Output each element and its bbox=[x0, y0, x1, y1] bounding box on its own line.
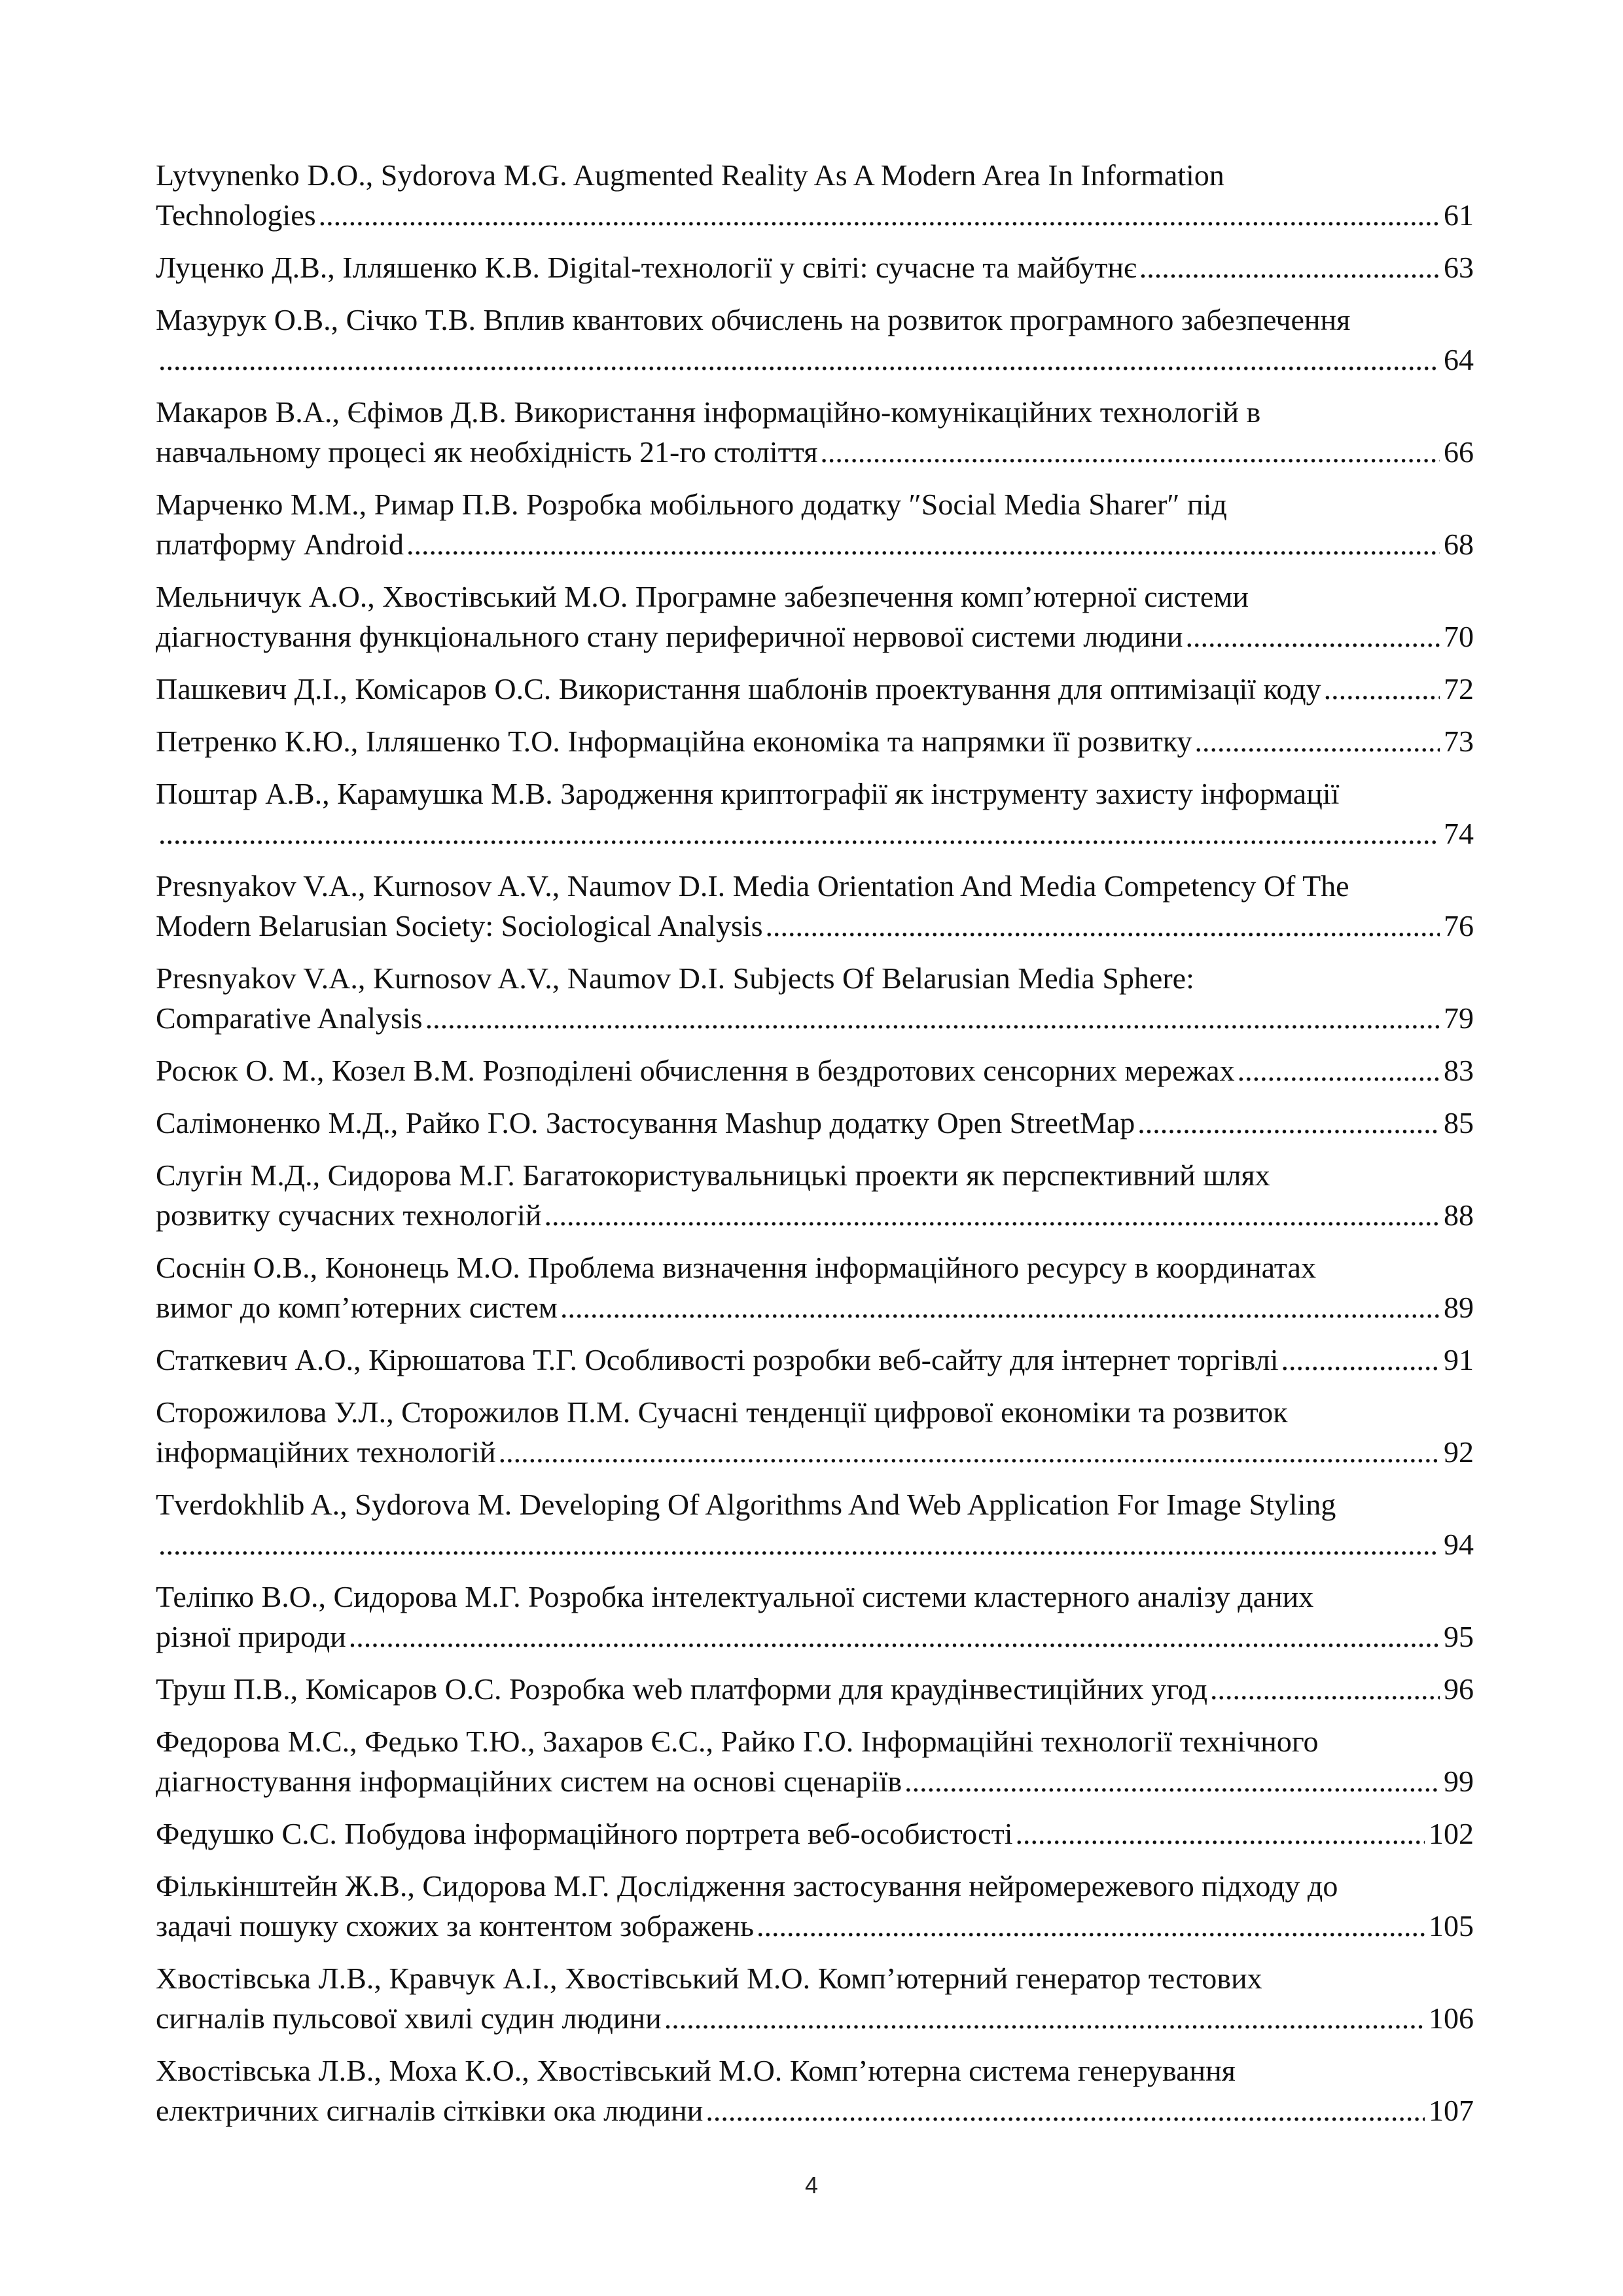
dot-leader bbox=[349, 1617, 1440, 1657]
toc-entry bbox=[156, 774, 1474, 853]
toc-page-number: 70 bbox=[1444, 620, 1474, 653]
toc-entry-text: Сторожилова У.Л., Сторожилов П.М. Сучасні тенденції цифрової економіки та розвиток bbox=[156, 1395, 1288, 1429]
dot-leader bbox=[1324, 669, 1440, 709]
toc-page-number: 88 bbox=[1444, 1198, 1474, 1232]
dot-leader bbox=[1137, 1103, 1440, 1143]
toc-entry-text: Хвостівська Л.В., Моха К.О., Хвостівський М.О. Комп’ютерна система генерування bbox=[156, 2054, 1236, 2087]
toc-entry bbox=[156, 669, 1474, 709]
toc-entry-text: Луценко Д.В., Ілляшенко К.В. Digital-технології у світі: сучасне та майбутнє bbox=[156, 251, 1137, 284]
toc-page-number: 102 bbox=[1429, 1817, 1474, 1850]
toc-entry bbox=[156, 1155, 1474, 1235]
dot-leader bbox=[544, 1195, 1440, 1235]
toc-entry bbox=[156, 392, 1474, 472]
toc-page-number: 99 bbox=[1444, 1765, 1474, 1798]
toc-entry-text: Салімоненко М.Д., Райко Г.О. Застосування Mashup додатку Open StreetMap bbox=[156, 1106, 1135, 1139]
toc-page-number: 76 bbox=[1444, 909, 1474, 942]
toc-entry-text: різної природи bbox=[156, 1620, 346, 1653]
toc-entry-text: вимог до комп’ютерних систем bbox=[156, 1291, 558, 1324]
dot-leader bbox=[319, 195, 1440, 235]
toc-entry bbox=[156, 1866, 1474, 1946]
toc-entry-text: задачі пошуку схожих за контентом зображень bbox=[156, 1909, 755, 1943]
toc-page-number: 94 bbox=[1444, 1528, 1474, 1561]
toc-entry-text: навчальному процесі як необхідність 21-го століття bbox=[156, 435, 818, 469]
toc-page-number: 73 bbox=[1444, 725, 1474, 758]
toc-entry-text: Фількінштейн Ж.В., Сидорова М.Г. Дослідження застосування нейромережевого підходу до bbox=[156, 1869, 1338, 1903]
toc-page-number: 95 bbox=[1444, 1620, 1474, 1653]
toc-entry-text: Хвостівська Л.В., Кравчук А.І., Хвостівський М.О. Комп’ютерний генератор тестових bbox=[156, 1962, 1262, 1995]
toc-entry-text: Теліпко В.О., Сидорова М.Г. Розробка інтелектуальної системи кластерного аналізу даних bbox=[156, 1580, 1314, 1613]
dot-leader bbox=[1210, 1669, 1440, 1709]
toc-entry-text: Федорова М.С., Федько Т.Ю., Захаров Є.С., Райко Г.О. Інформаційні технології технічного bbox=[156, 1725, 1319, 1758]
toc-entry-text: розвитку сучасних технологій bbox=[156, 1198, 542, 1232]
toc-entry-text: Слугін М.Д., Сидорова М.Г. Багатокористувальницькі проекти як перспективний шлях bbox=[156, 1158, 1270, 1192]
toc-page-number: 83 bbox=[1444, 1054, 1474, 1087]
toc-page-number: 96 bbox=[1444, 1672, 1474, 1706]
toc-entry bbox=[156, 2051, 1474, 2130]
toc-entry bbox=[156, 1958, 1474, 2038]
toc-page-number: 61 bbox=[1444, 198, 1474, 232]
toc-page-number: 85 bbox=[1444, 1106, 1474, 1139]
dot-leader bbox=[158, 814, 1440, 853]
toc-entry bbox=[156, 1392, 1474, 1472]
toc-entry-text: Поштар А.В., Карамушка М.В. Зародження криптографії як інструменту захисту інформації bbox=[156, 777, 1340, 810]
toc-entry-text: Lytvynenko D.O., Sydorova M.G. Augmented Reality As A Modern Area In Information bbox=[156, 158, 1224, 192]
toc-entry-text: Tverdokhlib A., Sydorova M. Developing Of Algorithms And Web Application For Image Styling bbox=[156, 1488, 1336, 1521]
dot-leader bbox=[158, 340, 1440, 380]
toc-entry-text: Соснін О.В., Кононець М.О. Проблема визначення інформаційного ресурсу в координатах bbox=[156, 1251, 1316, 1284]
dot-leader bbox=[820, 432, 1440, 472]
toc-entry bbox=[156, 1721, 1474, 1801]
toc-entry-text: Presnyakov V.A., Kurnosov A.V., Naumov D.I. Subjects Of Belarusian Media Sphere: bbox=[156, 961, 1194, 995]
toc-page-number: 72 bbox=[1444, 672, 1474, 706]
toc-entry-text: Пашкевич Д.І., Комісаров О.С. Використання шаблонів проектування для оптимізації коду bbox=[156, 672, 1321, 706]
toc-entry bbox=[156, 1484, 1474, 1564]
toc-entry-text: Труш П.В., Комісаров О.С. Розробка web платформи для краудінвестиційних угод bbox=[156, 1672, 1207, 1706]
toc-entry bbox=[156, 1103, 1474, 1143]
toc-entry bbox=[156, 958, 1474, 1038]
dot-leader bbox=[406, 524, 1440, 564]
toc-entry-text: Петренко К.Ю., Ілляшенко Т.О. Інформаційна економіка та напрямки її розвитку bbox=[156, 725, 1192, 758]
toc-page-number: 66 bbox=[1444, 435, 1474, 469]
toc-entry bbox=[156, 155, 1474, 235]
toc-entry bbox=[156, 300, 1474, 380]
toc-page-number: 79 bbox=[1444, 1001, 1474, 1035]
toc-page-number: 107 bbox=[1429, 2094, 1474, 2127]
toc-entry-text: Мазурук О.В., Січко Т.В. Вплив квантових обчислень на розвиток програмного забезпечення bbox=[156, 303, 1351, 336]
toc-entry-text: Modern Belarusian Society: Sociological Analysis bbox=[156, 909, 763, 942]
toc-entry bbox=[156, 577, 1474, 656]
toc-entry-text: платформу Android bbox=[156, 528, 404, 561]
toc-page-number: 106 bbox=[1429, 2001, 1474, 2035]
toc-page-number: 74 bbox=[1444, 817, 1474, 850]
toc-entry-text: Статкевич А.О., Кірюшатова Т.Г. Особливості розробки веб-сайту для інтернет торгівлі bbox=[156, 1343, 1279, 1376]
toc-entry bbox=[156, 1340, 1474, 1380]
toc-entry-text: діагностування функціонального стану периферичної нервової системи людини bbox=[156, 620, 1183, 653]
toc-entry-text: сигналів пульсової хвилі судин людини bbox=[156, 2001, 662, 2035]
toc-entry bbox=[156, 1669, 1474, 1709]
toc-page-number: 92 bbox=[1444, 1435, 1474, 1469]
toc-entry bbox=[156, 247, 1474, 287]
dot-leader bbox=[664, 1998, 1425, 2038]
dot-leader bbox=[1186, 617, 1440, 656]
toc-entry-text: Федушко С.С. Побудова інформаційного портрета веб-особистості bbox=[156, 1817, 1013, 1850]
toc-page-number: 68 bbox=[1444, 528, 1474, 561]
toc-entry bbox=[156, 1050, 1474, 1090]
dot-leader bbox=[1195, 721, 1440, 761]
toc-entry bbox=[156, 721, 1474, 761]
toc-entry bbox=[156, 1577, 1474, 1657]
dot-leader bbox=[1139, 247, 1440, 287]
dot-leader bbox=[1281, 1340, 1440, 1380]
toc-entry bbox=[156, 484, 1474, 564]
toc-entry-text: Росюк О. М., Козел В.М. Розподілені обчислення в бездротових сенсорних мережах bbox=[156, 1054, 1235, 1087]
toc-page-number: 63 bbox=[1444, 251, 1474, 284]
table-of-contents bbox=[156, 155, 1474, 2143]
dot-leader bbox=[560, 1287, 1440, 1327]
toc-entry bbox=[156, 866, 1474, 946]
dot-leader bbox=[425, 998, 1440, 1038]
dot-leader bbox=[158, 1524, 1440, 1564]
toc-entry-text: інформаційних технологій bbox=[156, 1435, 496, 1469]
dot-leader bbox=[757, 1906, 1425, 1946]
toc-entry-text: Макаров В.А., Єфімов Д.В. Використання інформаційно-комунікаційних технологій в bbox=[156, 395, 1261, 429]
toc-entry-text: Comparative Analysis bbox=[156, 1001, 423, 1035]
toc-entry bbox=[156, 1814, 1474, 1854]
toc-page-number: 105 bbox=[1429, 1909, 1474, 1943]
dot-leader bbox=[499, 1432, 1440, 1472]
toc-page-number: 91 bbox=[1444, 1343, 1474, 1376]
toc-page-number: 89 bbox=[1444, 1291, 1474, 1324]
toc-entry-text: Technologies bbox=[156, 198, 316, 232]
toc-entry-text: діагностування інформаційних систем на основі сценаріїв bbox=[156, 1765, 902, 1798]
toc-entry-text: Presnyakov V.A., Kurnosov A.V., Naumov D.I. Media Orientation And Media Competency Of The bbox=[156, 869, 1349, 903]
toc-entry-text: електричних сигналів сітківки ока людини bbox=[156, 2094, 704, 2127]
dot-leader bbox=[766, 906, 1440, 946]
dot-leader bbox=[1238, 1050, 1440, 1090]
page-number: 4 bbox=[804, 2172, 819, 2198]
dot-leader bbox=[705, 2090, 1425, 2130]
toc-entry-text: Марченко М.М., Римар П.В. Розробка мобільного додатку ″Social Media Sharer″ під bbox=[156, 488, 1227, 521]
dot-leader bbox=[1016, 1814, 1425, 1854]
toc-entry-text: Мельничук А.О., Хвостівський М.О. Програмне забезпечення комп’ютерної системи bbox=[156, 580, 1249, 613]
toc-entry bbox=[156, 1247, 1474, 1327]
toc-page-number: 64 bbox=[1444, 343, 1474, 376]
dot-leader bbox=[904, 1761, 1440, 1801]
